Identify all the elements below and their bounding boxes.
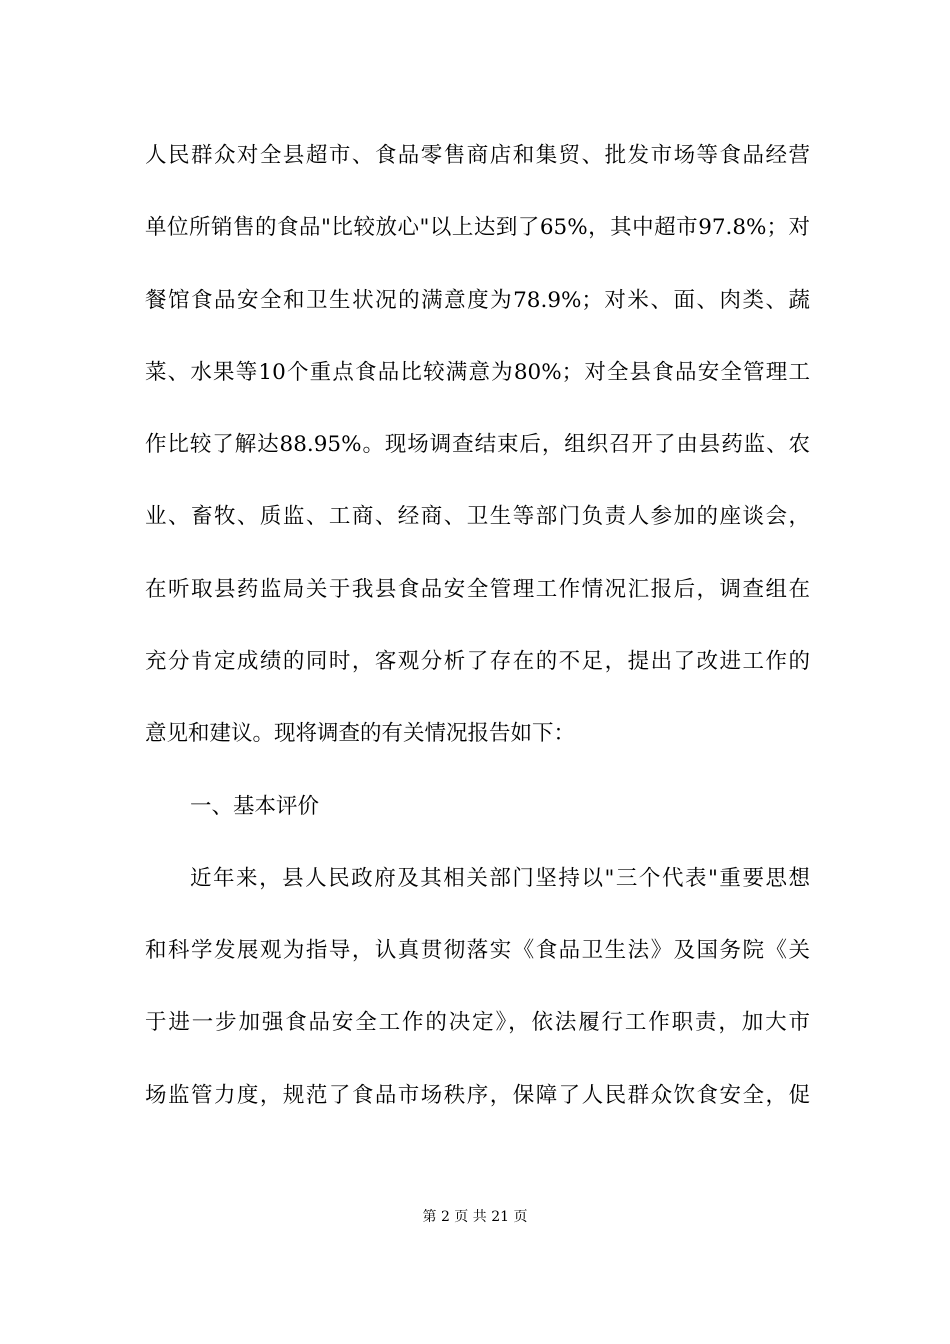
page-number-footer: 第 2 页 共 21 页 [422, 1209, 528, 1225]
text-line: 意见和建议。现将调查的有关情况报告如下： [145, 721, 576, 746]
text-line: 充分肯定成绩的同时，客观分析了存在的不足，提出了改进工作的 [145, 649, 810, 674]
text-line: 于进一步加强食品安全工作的决定》，依法履行工作职责，加大市 [145, 1010, 810, 1035]
text-line: 餐馆食品安全和卫生状况的满意度为78.9%；对米、面、肉类、蔬 [145, 288, 810, 313]
text-line: 菜、水果等10个重点食品比较满意为80%；对全县食品安全管理工 [145, 360, 810, 385]
text-line: 在听取县药监局关于我县食品安全管理工作情况汇报后，调查组在 [145, 577, 810, 602]
text-line: 场监管力度，规范了食品市场秩序，保障了人民群众饮食安全，促 [145, 1083, 810, 1108]
text-line: 近年来，县人民政府及其相关部门坚持以"三个代表"重要思想 [190, 866, 810, 891]
text-line: 作比较了解达88.95%。现场调查结束后，组织召开了由县药监、农 [145, 432, 810, 457]
text-line: 人民群众对全县超市、食品零售商店和集贸、批发市场等食品经营 [145, 143, 810, 168]
section-heading: 一、基本评价 [190, 794, 320, 819]
text-line: 和科学发展观为指导，认真贯彻落实《食品卫生法》及国务院《关 [145, 938, 810, 963]
text-line: 业、畜牧、质监、工商、经商、卫生等部门负责人参加的座谈会， [145, 504, 810, 529]
text-line: 单位所销售的食品"比较放心"以上达到了65%，其中超市97.8%；对 [145, 215, 810, 240]
